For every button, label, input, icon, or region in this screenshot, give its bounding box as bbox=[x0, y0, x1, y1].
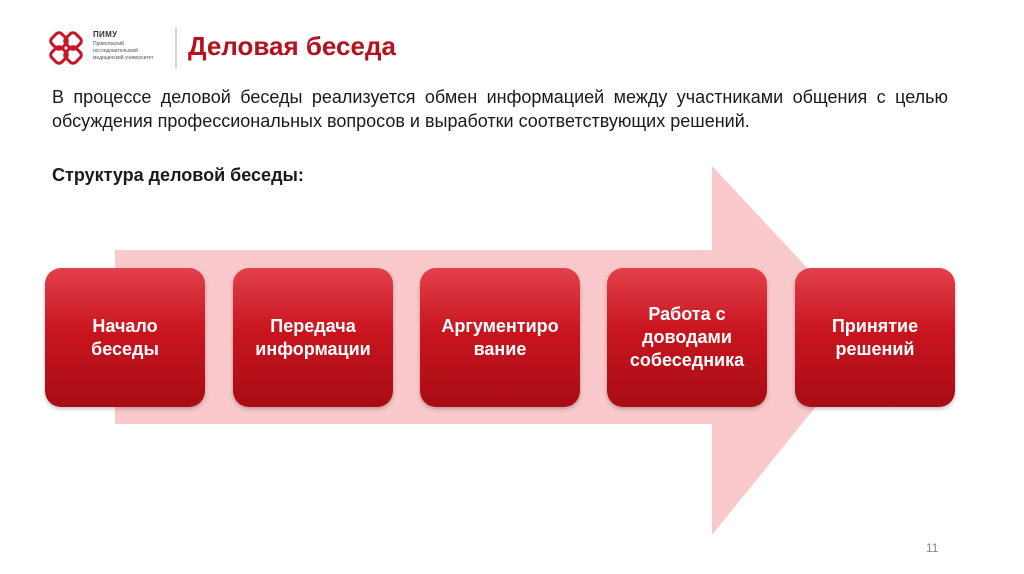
step-box-information-transfer bbox=[233, 268, 393, 407]
header-divider bbox=[175, 28, 177, 68]
slide-title: Деловая беседа bbox=[188, 31, 396, 61]
step-box-counterarguments bbox=[607, 268, 767, 407]
logo-subtitle-line-3: медицинский университет bbox=[93, 55, 154, 61]
logo-name: ПИМУ bbox=[93, 30, 118, 39]
logo-subtitle-line-2: исследовательский bbox=[93, 48, 138, 54]
intro-paragraph: В процессе деловой беседы реализуется обмен информацией между участниками общения с целью обсуждения профессиональных вопросов и выработки соответствующих решений. bbox=[52, 87, 948, 131]
step-box-decision-making bbox=[795, 268, 955, 407]
step-label: Начало беседы bbox=[91, 315, 159, 359]
step-label: Аргументиро вание bbox=[441, 315, 559, 359]
page-number: 11 bbox=[926, 541, 939, 555]
step-label: Принятие решений bbox=[831, 315, 919, 359]
pimu-logo-icon bbox=[46, 28, 86, 68]
step-box-beginning bbox=[45, 268, 205, 407]
step-label: Передача информации bbox=[255, 315, 371, 359]
structure-heading: Структура деловой беседы: bbox=[52, 165, 304, 185]
step-label: Работа с доводами собеседника bbox=[629, 304, 745, 370]
logo-text bbox=[93, 30, 173, 61]
step-box-argumentation bbox=[420, 268, 580, 407]
logo-subtitle-line-1: Приволжский bbox=[93, 41, 124, 47]
